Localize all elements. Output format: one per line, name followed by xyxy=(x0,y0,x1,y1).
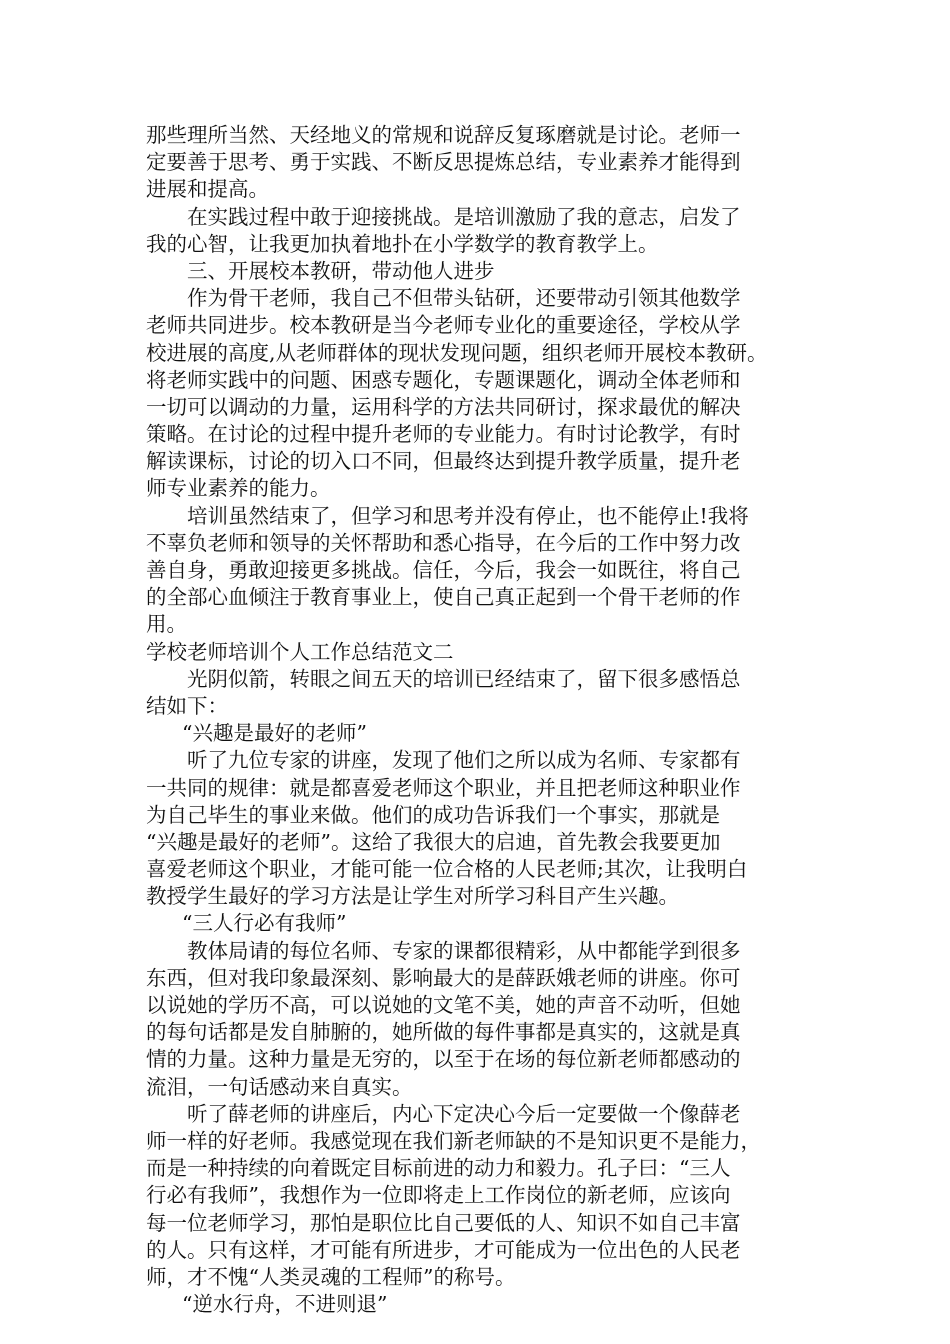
subheading: “兴趣是最好的老师” xyxy=(182,721,367,746)
text-line: 解读课标，讨论的切入口不同，但最终达到提升教学质量，提升老 xyxy=(146,449,741,474)
text-line: 行必有我师”，我想作为一位即将走上工作岗位的新老师，应该向 xyxy=(146,1183,731,1208)
text-line: 一共同的规律：就是都喜爱老师这个职业，并且把老师这种职业作 xyxy=(146,775,741,800)
paragraph-start: 光阴似箭，转眼之间五天的培训已经结束了，留下很多感悟总 xyxy=(187,666,741,691)
paragraph-start: 作为骨干老师，我自己不但带头钻研，还要带动引领其他数学 xyxy=(187,286,741,311)
text-line: 那些理所当然、天经地义的常规和说辞反复琢磨就是讨论。老师一 xyxy=(146,123,741,147)
text-line: 将老师实践中的问题、困惑专题化，专题课题化，调动全体老师和 xyxy=(146,367,741,392)
text-line: 我的心智，让我更加执着地扑在小学数学的教育教学上。 xyxy=(146,231,659,256)
text-line: 善自身，勇敢迎接更多挑战。信任，今后，我会一如既往，将自己 xyxy=(146,558,741,582)
text-line: 定要善于思考、勇于实践、不断反思提炼总结，专业素养才能得到 xyxy=(146,150,741,175)
paragraph-start: 教体局请的每位名师、专家的课都很精彩，从中都能学到很多 xyxy=(187,938,741,963)
text-line: 每一位老师学习，那怕是职位比自己要低的人、知识不如自己丰富 xyxy=(146,1210,741,1235)
section-heading: 三、开展校本教研，带动他人进步 xyxy=(187,258,495,283)
text-line: 的人。只有这样，才可能有所进步，才可能成为一位出色的人民老 xyxy=(146,1237,741,1262)
text-line: 为自己毕生的事业来做。他们的成功告诉我们一个事实，那就是 xyxy=(146,802,720,827)
subheading: “三人行必有我师” xyxy=(182,911,347,936)
text-line: 老师共同进步。校本教研是当今老师专业化的重要途径，学校从学 xyxy=(146,313,741,338)
text-line: 的每句话都是发自肺腑的，她所做的每件事都是真实的，这就是真 xyxy=(146,1020,741,1045)
text-line: 进展和提高。 xyxy=(146,177,269,202)
text-line: 结如下： xyxy=(146,693,228,718)
text-line: 不辜负老师和领导的关怀帮助和悉心指导，在今后的工作中努力改 xyxy=(146,530,741,555)
paragraph-start: 听了薛老师的讲座后，内心下定决心今后一定要做一个像薛老 xyxy=(187,1101,741,1126)
text-line: 师一样的好老师。我感觉现在我们新老师缺的不是知识更不是能力， xyxy=(146,1128,761,1153)
text-line: 师，才不愧“人类灵魂的工程师”的称号。 xyxy=(146,1264,516,1289)
text-line: 师专业素养的能力。 xyxy=(146,476,331,501)
text-line: “兴趣是最好的老师”。这给了我很大的启迪，首先教会我要更加 xyxy=(146,829,721,854)
text-line: 用。 xyxy=(146,612,187,637)
paragraph-start: 培训虽然结束了，但学习和思考并没有停止，也不能停止!我将 xyxy=(187,503,749,528)
text-line: 一切可以调动的力量，运用科学的方法共同研讨，探求最优的解决 xyxy=(146,394,741,419)
text-line: 教授学生最好的学习方法是让学生对所学习科目产生兴趣。 xyxy=(146,884,679,909)
text-line: 策略。在讨论的过程中提升老师的专业能力。有时讨论教学，有时 xyxy=(146,422,741,447)
text-line: 东西，但对我印象最深刻、影响最大的是薛跃娥老师的讲座。你可 xyxy=(146,965,741,990)
text-line: 以说她的学历不高，可以说她的文笔不美，她的声音不动听，但她 xyxy=(146,993,741,1017)
text-line: 的全部心血倾注于教育事业上，使自己真正起到一个骨干老师的作 xyxy=(146,585,741,610)
text-line: 流泪，一句话感动来自真实。 xyxy=(146,1074,413,1099)
text-line: 校进展的高度,从老师群体的现状发现问题，组织老师开展校本教研。 xyxy=(146,340,768,365)
document-page xyxy=(146,122,810,1318)
text-line: 而是一种持续的向着既定目标前进的动力和毅力。孔子曰：“三人 xyxy=(146,1156,731,1181)
subheading: “逆水行舟，不进则退” xyxy=(182,1292,388,1317)
paragraph-start: 在实践过程中敢于迎接挑战。是培训激励了我的意志，启发了 xyxy=(187,204,741,229)
text-line: 喜爱老师这个职业，才能可能一位合格的人民老师;其次，让我明白 xyxy=(146,857,748,882)
paragraph-start: 听了九位专家的讲座，发现了他们之所以成为名师、专家都有 xyxy=(187,748,741,773)
article-title: 学校老师培训个人工作总结范文二 xyxy=(146,639,454,664)
text-line: 情的力量。这种力量是无穷的，以至于在场的每位新老师都感动的 xyxy=(146,1047,741,1072)
